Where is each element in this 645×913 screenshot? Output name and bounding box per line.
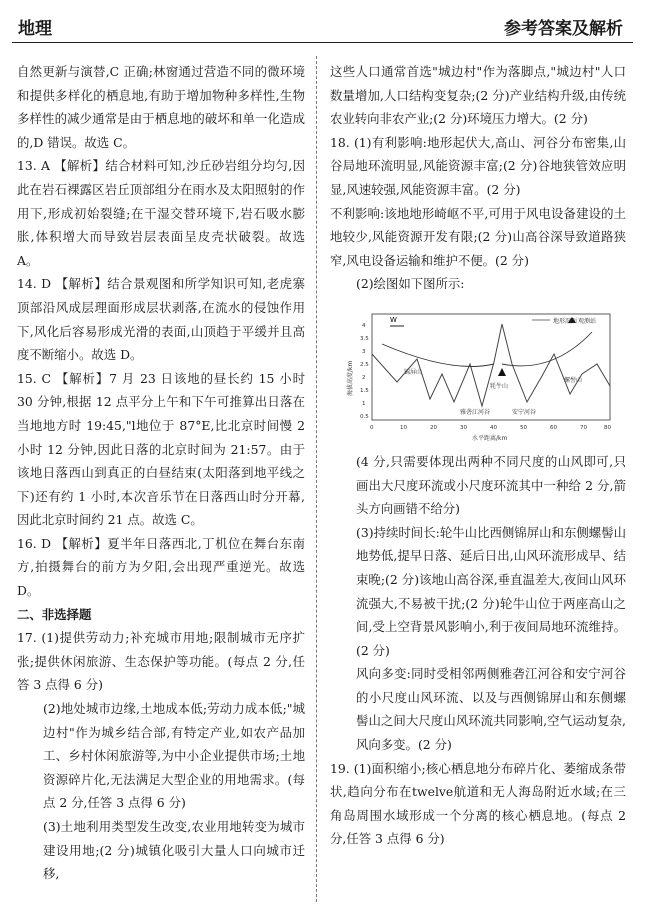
answer-18-1: 18. (1)有利影响:地形起伏大,高山、河谷分布密集,山谷局地环流明显,风能资源丰富;(2 分)谷地狭管效应明显,风速较强,风能资源丰富。(2 分): [330, 134, 626, 197]
terrain-label: 螺髻山: [564, 376, 583, 384]
x-tick: 10: [400, 424, 407, 431]
x-tick: 60: [550, 424, 557, 431]
y-tick: 1: [362, 400, 366, 407]
page-header: [0, 0, 645, 42]
right-column: [330, 60, 626, 851]
y-tick: 2: [362, 374, 366, 381]
answer-18-2: (2)绘图如下图所示:: [356, 276, 465, 292]
answer-18-3b: 风向多变:同时受相邻两侧雅砻江河谷和安宁河谷的小尺度山风环流、以及与西侧锦屏山和东侧螺髻山之间大尺度山风环流共同影响,空气运动复杂,风向多变。(2 分): [356, 666, 626, 753]
answer-18-2-note: (4 分,只需要体现出两种不同尺度的山风即可,只画出大尺度环流或小尺度环流其中一种给 2 分,箭头方向画错不给分): [356, 453, 626, 517]
answer-18-3: (3)持续时间长:轮牛山比西侧锦屏山和东侧螺髻山地势低,提早日落、延后日出,山风环流形成早、结束晚;(2 分)该地山高谷深,垂直温差大,夜间山风环流强大,不易被干扰;(2 分)轮牛山位于两座高山之间,受上空背景风影响小,利于夜间局地环流维持。(2 分): [356, 524, 626, 658]
y-tick: 1.5: [360, 387, 369, 394]
x-axis-label: 水平距离/km: [472, 434, 508, 442]
y-axis-label: 海拔高度/km: [347, 360, 354, 396]
legend-station-label: 观测站: [578, 317, 597, 325]
column-divider: [316, 56, 317, 902]
answer-17-3: (3)土地利用类型发生改变,农业用地转变为城市建设用地;(2 分)城镇化吸引大量人口向城市迁移,: [43, 819, 305, 882]
paragraph: 自然更新与演替,C 正确;林窗通过营造不同的微环境和提供多样化的栖息地,有助于增加物种多样性,生物多样性的减少通常是由于栖息地的破坏和单一化造成的,D 错误。故选 C。: [17, 64, 305, 150]
terrain-label: 安宁河谷: [512, 408, 537, 416]
answer-13: 13. A 【解析】结合材料可知,沙丘砂岩组分均匀,因此在岩石裸露区岩丘顶部组分在雨水及太阳照射的作用下,形成初始裂缝;在干湿交替环境下,岩石吸水膨胀,体积增大而导致岩层表面呈皮壳状破裂。故选 A。: [17, 158, 305, 268]
x-tick: 20: [430, 424, 437, 431]
compass-label: W: [390, 315, 397, 324]
y-tick: 3.5: [360, 335, 369, 342]
answer-16: 16. D 【解析】夏半年日落西北,丁机位在舞台东南方,拍摄舞台的前方为夕阳,会出现严重逆光。故选 D。: [17, 535, 305, 599]
legend-line-label: 地形剖面: [553, 317, 578, 325]
x-tick: 80: [604, 424, 611, 431]
answer-19-1: 19. (1)面积缩小;核心栖息地分布碎片化、萎缩成条带状,趋向分布在twelve航道和无人海岛附近水域;在三角岛周围水域形成一个分离的核心栖息地。(每点 2 分,任答 3 点得 6 分): [330, 760, 626, 847]
terrain-label: 牦牛山: [490, 382, 509, 390]
paragraph: 这些人口通常首选"城边村"作为落脚点,"城边村"人口数量增加,人口结构变复杂;(2 分)产业结构升级,由传统农业转向非农产业;(2 分)环境压力增大。(2 分): [330, 64, 626, 127]
answer-17-1: 17. (1)提供劳动力;补充城市用地;限制城市无序扩张;提供休闲旅游、生态保护等功能。(每点 2 分,任答 3 点得 6 分): [17, 630, 305, 693]
x-tick: 0: [370, 424, 374, 431]
x-tick: 50: [520, 424, 527, 431]
station-triangle: [498, 368, 506, 376]
terrain-profile-diagram: [342, 304, 618, 444]
y-tick: 3: [362, 348, 366, 355]
header-rule: [12, 42, 633, 43]
answer-15: 15. C 【解析】7 月 23 日该地的昼长约 15 小时 30 分钟,根据 12 点平分上午和下午可推算出日落在当地地方时 19:45,"l地位于 87°E,比北京时间慢 2 小时 12 分钟,因此日落的北京时间为 21:57。由于该地日落西山到真正的白昼结束(太阳落到地平线之下)还有约 1 小时,本次音乐节在日落西山时分开幕,因此北京时间约 21 点。故选 C。: [17, 370, 305, 528]
answer-17-2: (2)地处城市边缘,土地成本低;劳动力成本低;"城边村"作为城乡结合部,有特定产业,如农产品加工、乡村休闲旅游等,为中小企业提供市场;土地资源碎片化,无法满足大型企业的用地需求。(每点 2 分,任答 3 点得 6 分): [43, 701, 305, 811]
x-tick: 30: [460, 424, 467, 431]
x-tick: 70: [580, 424, 587, 431]
left-column: [17, 60, 305, 886]
header-title: 参考答案及解析: [504, 19, 623, 39]
y-tick: 4: [362, 322, 366, 329]
y-tick: 0.5: [360, 413, 369, 420]
terrain-label: 雅砻江河谷: [460, 408, 491, 416]
y-tick: 2.5: [360, 361, 369, 368]
section-heading: 二、非选择题: [17, 606, 92, 622]
terrain-label: 锦屏山: [404, 368, 423, 376]
x-tick: 40: [490, 424, 497, 431]
terrain-figure: [342, 304, 618, 444]
answer-18-1b: 不利影响:该地地形崎岖不平,可用于风电设备建设的土地较少,风能资源开发有限;(2 分)山高谷深导致道路狭窄,风电设备运输和维护不便。(2 分): [330, 205, 626, 268]
answer-14: 14. D 【解析】结合景观图和所学知识可知,老虎寨顶部沿风成层理面形成层状剥落,在流水的侵蚀作用下,风化后容易形成光滑的表面,山顶趋于平缓并且高度不断缩小。故选 D。: [17, 276, 305, 363]
subject-label: 地理: [18, 19, 52, 39]
